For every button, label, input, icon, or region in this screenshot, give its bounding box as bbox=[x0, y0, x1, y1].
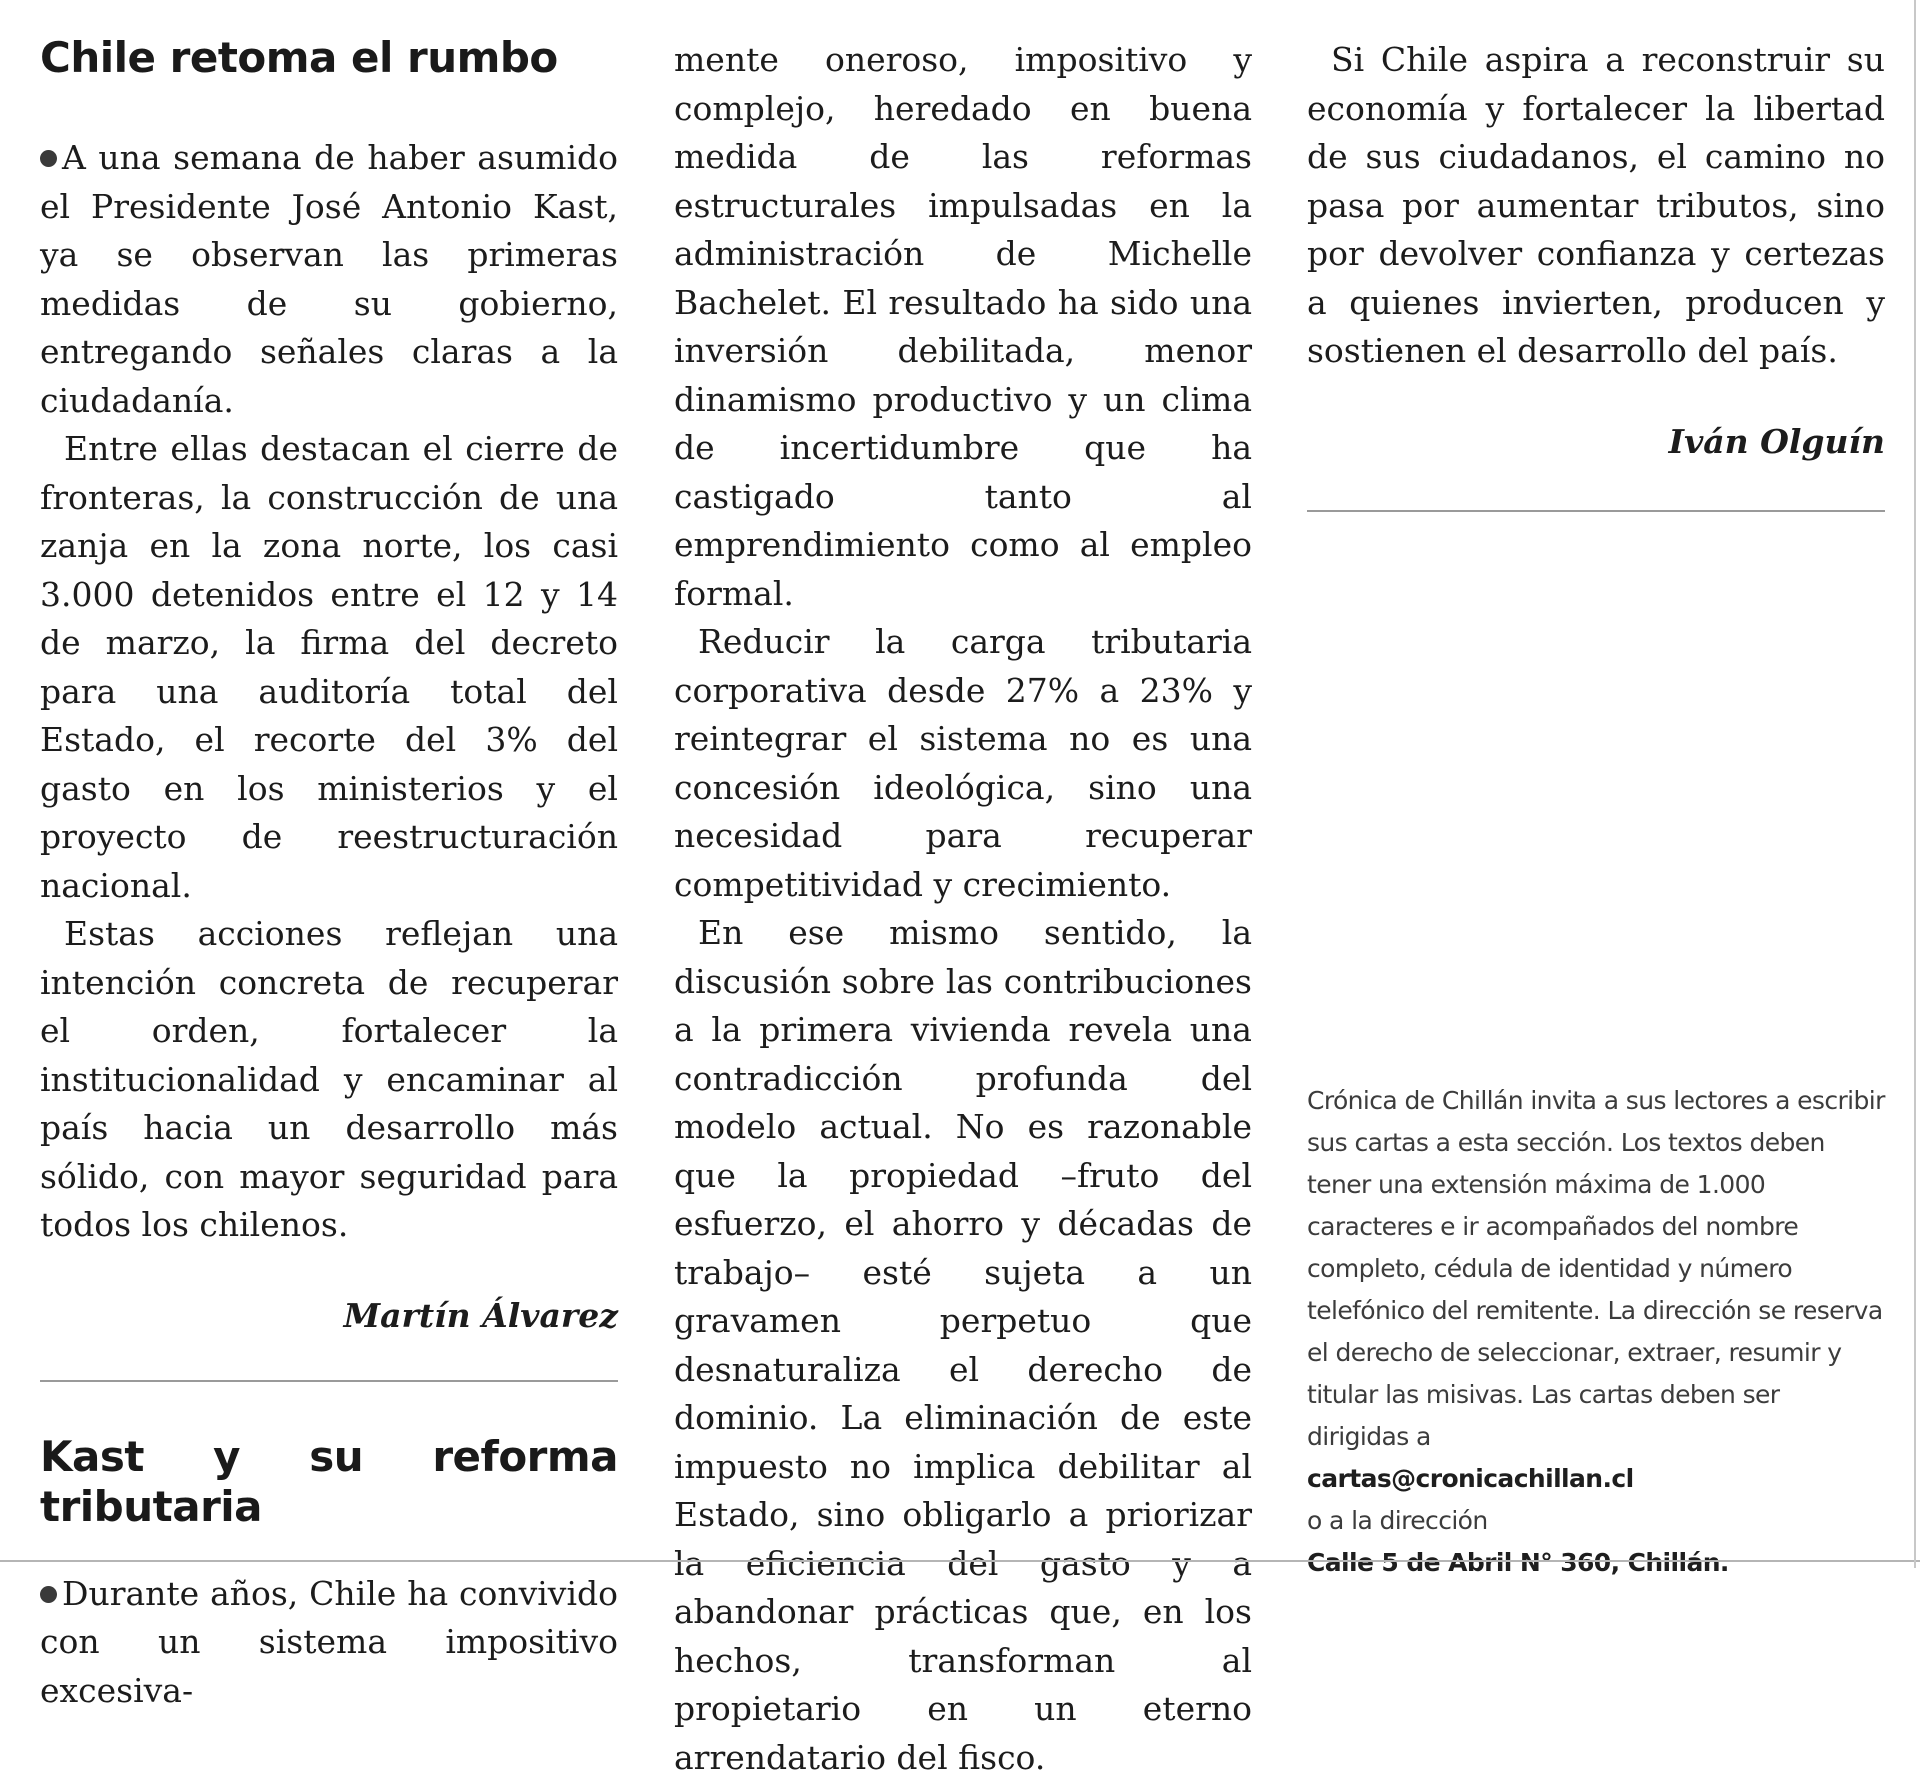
letter-2-paragraph-2: Reducir la carga tributaria corporativa desde 27% a 23% y reintegrar el sistema no es una concesión ideológica, sino una necesidad para recuperar competitividad y crecimiento. bbox=[674, 622, 1252, 904]
letter-1-paragraph-2: Entre ellas destacan el cierre de fronteras, la construcción de una zanja en la zona norte, los casi 3.000 detenidos entre el 12 y 14 de marzo, la firma del decreto para una auditoría total del Estado, el recorte del 3% del gasto en los ministerios y el proyecto de reestructuración nacional. bbox=[40, 429, 618, 905]
letter-divider-1 bbox=[40, 1380, 618, 1382]
column-1 bbox=[40, 34, 618, 1715]
notice-address: Calle 5 de Abril N° 360, Chillán. bbox=[1307, 1548, 1729, 1577]
submission-notice bbox=[1307, 1080, 1885, 1584]
column-3 bbox=[1307, 36, 1885, 512]
letter-2-paragraph-1 bbox=[40, 1570, 618, 1716]
page-right-border bbox=[1914, 0, 1916, 1568]
bullet-dot-icon bbox=[40, 150, 57, 167]
letter-1-paragraph-1 bbox=[40, 134, 618, 425]
notice-email[interactable]: cartas@cronicachillan.cl bbox=[1307, 1464, 1634, 1493]
letter-2-paragraph-1-text: Durante años, Chile ha convivido con un sistema impositivo excesiva- bbox=[40, 1573, 618, 1710]
bullet-dot-icon bbox=[40, 1586, 57, 1603]
letter-2-author: Iván Olguín bbox=[1668, 421, 1885, 461]
notice-connector: o a la dirección bbox=[1307, 1506, 1488, 1535]
letter-divider-2 bbox=[1307, 510, 1885, 512]
letter-2-paragraph-1-continued: mente oneroso, impositivo y complejo, heredado en buena medida de las reformas estructurales impulsadas en la administración de Michelle Bachelet. El resultado ha sido una inversión debilitada, menor dinamismo productivo y un clima de incertidumbre que ha castigado tanto al emprendimiento como al empleo formal. bbox=[674, 40, 1252, 613]
letter-1-author: Martín Álvarez bbox=[343, 1295, 618, 1335]
letter-2-paragraph-4: Si Chile aspira a reconstruir su economía y fortalecer la libertad de sus ciudadanos, el camino no pasa por aumentar tributos, sino por devolver confianza y certezas a quienes invierten, producen y sostienen el desarrollo del país. bbox=[1307, 40, 1885, 370]
notice-text: Crónica de Chillán invita a sus lectores a escribir sus cartas a esta sección. Los textos deben tener una extensión máxima de 1.000 caracteres e ir acompañados del nombre completo, cédula de identidad y número telefónico del remitente. La dirección se reserva el derecho de seleccionar, extraer, resumir y titular las misivas. Las cartas deben ser dirigidas a bbox=[1307, 1086, 1885, 1451]
letter-1-title: Chile retoma el rumbo bbox=[40, 33, 558, 82]
column-2 bbox=[674, 36, 1252, 1782]
letter-2-title: Kast y su reforma tributaria bbox=[40, 1431, 618, 1531]
letter-2-header bbox=[40, 1432, 618, 1570]
page-bottom-border bbox=[0, 1560, 1920, 1562]
letter-1-header bbox=[40, 34, 618, 134]
letter-1-paragraph-3: Estas acciones reflejan una intención concreta de recuperar el orden, fortalecer la institucionalidad y encaminar al país hacia un desarrollo más sólido, con mayor seguridad para todos los chilenos. bbox=[40, 914, 618, 1244]
letter-2-paragraph-3: En ese mismo sentido, la discusión sobre las contribuciones a la primera vivienda revela una contradicción profunda del modelo actual. No es razonable que la propiedad –fruto del esfuerzo, el ahorro y décadas de trabajo– esté sujeta a un gravamen perpetuo que desnaturaliza el derecho de dominio. La eliminación de este impuesto no implica debilitar al Estado, sino obligarlo a priorizar la eficiencia del gasto y a abandonar prácticas que, en los hechos, transforman al propietario en un eterno arrendatario del fisco. bbox=[674, 913, 1252, 1777]
letter-1-paragraph-1-text: A una semana de haber asumido el Presidente José Antonio Kast, ya se observan las primeras medidas de su gobierno, entregando señales claras a la ciudadanía. bbox=[40, 138, 618, 420]
